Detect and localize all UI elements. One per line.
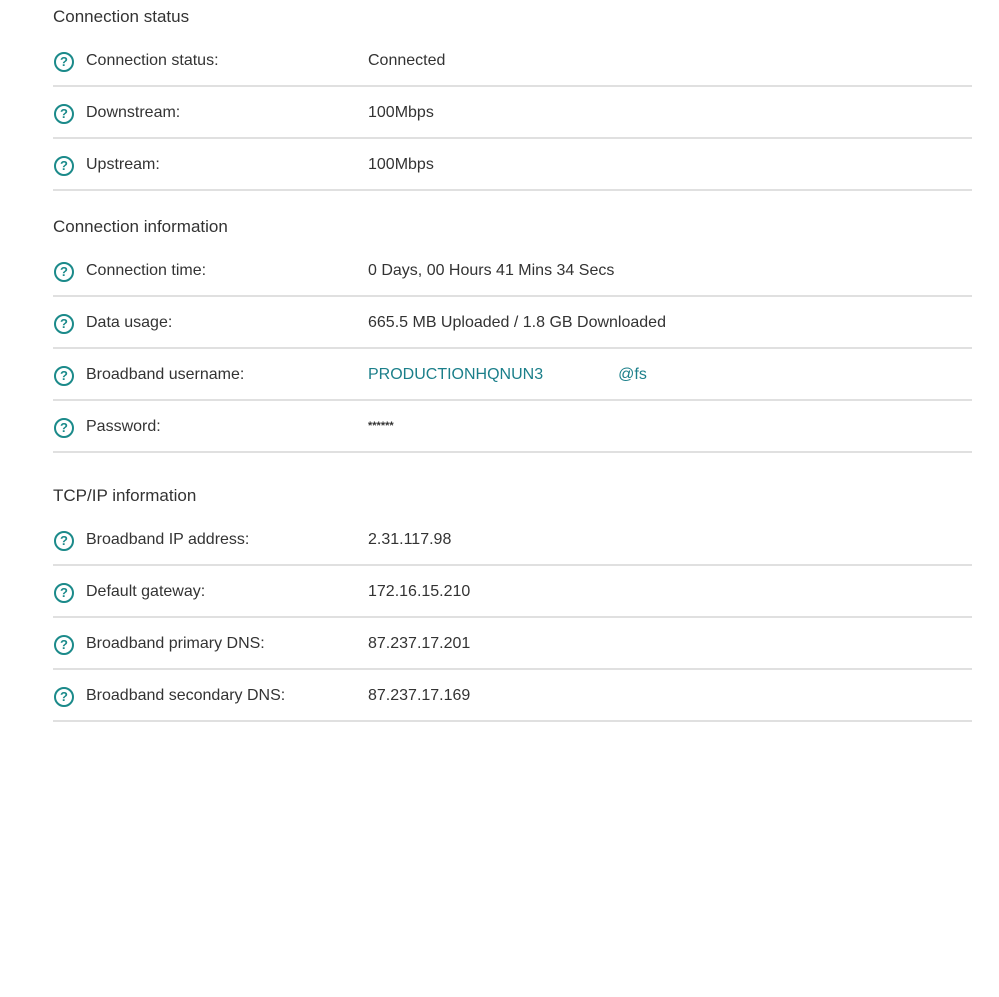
row-value: 87.237.17.201 — [368, 635, 471, 652]
row-password — [53, 401, 972, 453]
username-tail: @fs — [618, 366, 647, 383]
row-label: Upstream: — [86, 156, 160, 173]
tcpip-information-section — [53, 484, 972, 722]
row-label: Password: — [86, 418, 161, 435]
row-label: Broadband username: — [86, 366, 245, 383]
row-upstream — [53, 139, 972, 191]
row-label: Data usage: — [86, 314, 173, 331]
section-title: TCP/IP information — [53, 486, 197, 505]
username-text: PRODUCTIONHQNUN3 — [368, 366, 544, 383]
connection-status-section — [53, 5, 972, 191]
row-data-usage — [53, 297, 972, 349]
row-connection-time — [53, 245, 972, 297]
help-icon[interactable]: ? — [54, 314, 74, 334]
row-label: Connection status: — [86, 52, 219, 69]
row-connection-status — [53, 35, 972, 87]
row-value: 100Mbps — [368, 104, 434, 121]
row-broadband-ip-address — [53, 514, 972, 566]
row-value: 87.237.17.169 — [368, 687, 471, 704]
row-value: 2.31.117.98 — [368, 531, 452, 548]
row-value: Connected — [368, 52, 446, 69]
username-value[interactable] — [368, 366, 647, 384]
help-icon[interactable]: ? — [54, 583, 74, 603]
row-downstream — [53, 87, 972, 139]
connection-information-section — [53, 215, 972, 453]
help-icon[interactable]: ? — [54, 531, 74, 551]
row-secondary-dns — [53, 670, 972, 722]
help-icon[interactable]: ? — [54, 418, 74, 438]
row-primary-dns — [53, 618, 972, 670]
help-icon[interactable]: ? — [54, 635, 74, 655]
row-label: Connection time: — [86, 262, 207, 279]
row-label: Broadband secondary DNS: — [86, 687, 286, 704]
help-icon[interactable]: ? — [54, 262, 74, 282]
row-label: Broadband primary DNS: — [86, 635, 265, 652]
section-title: Connection information — [53, 217, 228, 236]
help-icon[interactable]: ? — [54, 52, 74, 72]
row-label: Downstream: — [86, 104, 181, 121]
row-value: 100Mbps — [368, 156, 434, 173]
row-value: 172.16.15.210 — [368, 583, 471, 600]
help-icon[interactable]: ? — [54, 366, 74, 386]
help-icon[interactable]: ? — [54, 687, 74, 707]
row-broadband-username — [53, 349, 972, 401]
row-label: Broadband IP address: — [86, 531, 250, 548]
row-value: 0 Days, 00 Hours 41 Mins 34 Secs — [368, 262, 615, 279]
row-value: 665.5 MB Uploaded / 1.8 GB Downloaded — [368, 314, 666, 331]
row-default-gateway — [53, 566, 972, 618]
help-icon[interactable]: ? — [54, 156, 74, 176]
password-value: ****** — [368, 420, 394, 432]
row-label: Default gateway: — [86, 583, 206, 600]
section-title: Connection status — [53, 7, 190, 26]
help-icon[interactable]: ? — [54, 104, 74, 124]
